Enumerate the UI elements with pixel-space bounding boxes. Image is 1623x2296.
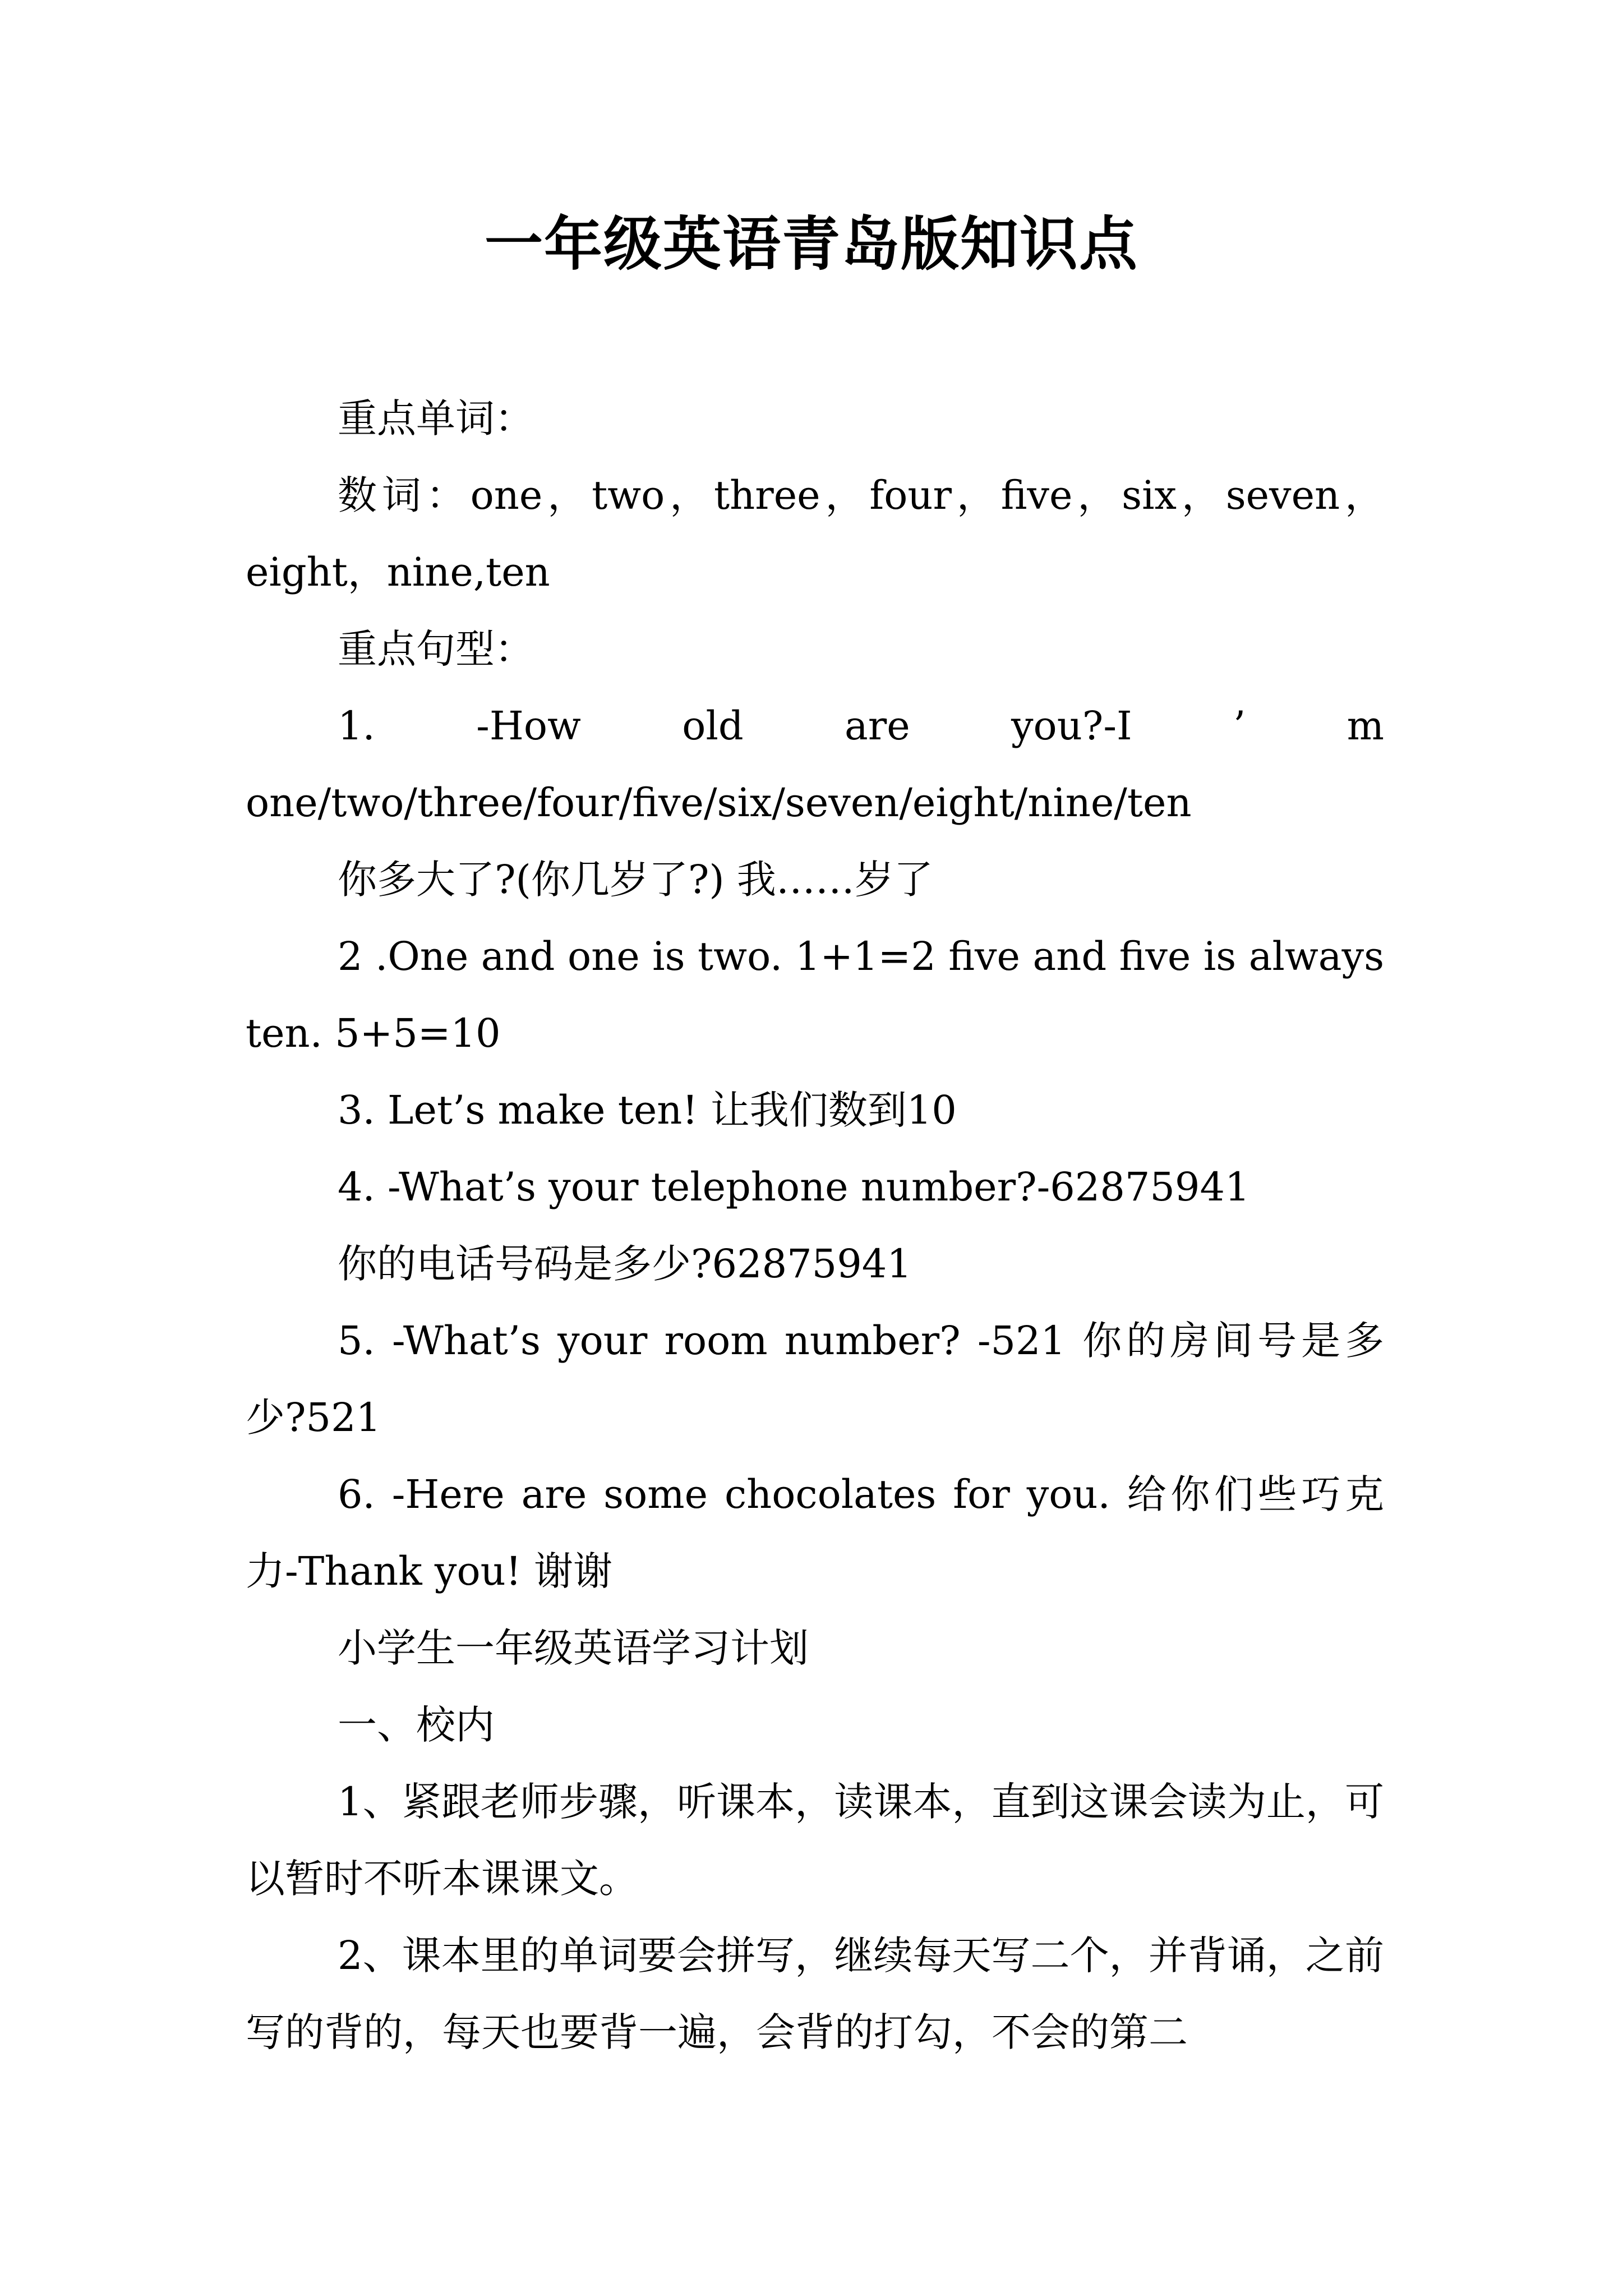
- paragraph: 1. -How old are you?-I ’ m one/two/three/four/five/six/seven/eight/nine/ten: [246, 703, 1384, 826]
- paragraph: 一、校内: [338, 1702, 495, 1748]
- paragraph: 2 .One and one is two. 1+1=2 five and five is always ten. 5+5=10: [246, 933, 1384, 1056]
- paragraph: 你的电话号码是多少?62875941: [338, 1241, 912, 1287]
- paragraph: 6. -Here are some chocolates for you. 给你们些巧克力-Thank you! 谢谢: [246, 1471, 1384, 1594]
- paragraph: 数词：one，two，three，four，five，six，seven，eight，nine,ten: [246, 472, 1384, 595]
- document-title: 一年级英语青岛版知识点: [484, 209, 1138, 278]
- paragraph: 4. -What’s your telephone number?-62875941: [338, 1164, 1250, 1210]
- paragraph: 重点单词：: [338, 395, 534, 441]
- document-body: [246, 380, 1384, 2071]
- paragraph: 小学生一年级英语学习计划: [338, 1625, 809, 1671]
- paragraph: 3. Let’s make ten! 让我们数到10: [338, 1087, 957, 1133]
- paragraph: 5. -What’s your room number? -521 你的房间号是多少?521: [246, 1318, 1384, 1441]
- paragraph: 你多大了?(你几岁了?) 我……岁了: [338, 857, 933, 903]
- paragraph: 2、课本里的单词要会拼写，继续每天写二个，并背诵，之前写的背的，每天也要背一遍，会背的打勾，不会的第二: [246, 1932, 1384, 2055]
- paragraph: 1、紧跟老师步骤，听课本，读课本，直到这课会读为止，可以暂时不听本课课文。: [246, 1779, 1384, 1902]
- paragraph: 重点句型：: [338, 626, 534, 672]
